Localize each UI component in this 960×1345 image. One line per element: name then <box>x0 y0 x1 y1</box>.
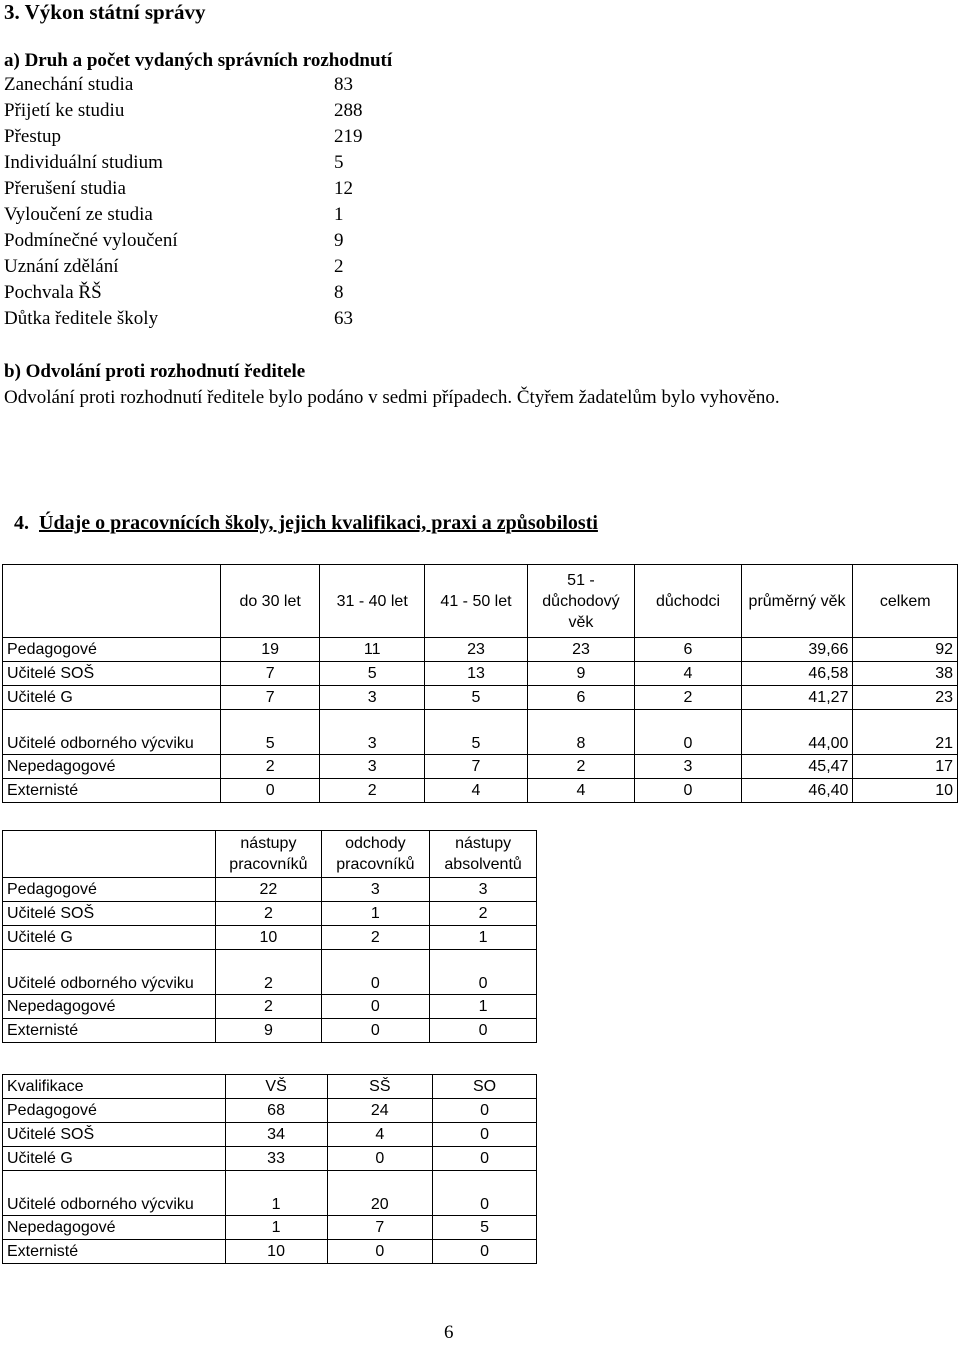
row-label: Učitelé odborného výcviku <box>3 710 221 755</box>
table-cell: 0 <box>433 1147 537 1171</box>
table-cell: 7 <box>221 662 320 686</box>
decision-label: Důtka ředitele školy <box>4 308 159 329</box>
column-header: důchodci <box>635 565 741 638</box>
column-header: 41 - 50 let <box>425 565 527 638</box>
staff-changes-table <box>2 830 537 1043</box>
decision-value: 2 <box>334 256 344 277</box>
table-cell: 0 <box>321 1019 430 1043</box>
table-cell: 2 <box>216 995 321 1019</box>
column-header: průměrný věk <box>741 565 853 638</box>
table-cell: 1 <box>321 902 430 926</box>
table-row <box>3 1099 537 1123</box>
table-cell: 21 <box>853 710 958 755</box>
row-label: Pedagogové <box>3 878 216 902</box>
table-cell: 0 <box>433 1099 537 1123</box>
table-cell: 4 <box>327 1123 433 1147</box>
decision-value: 9 <box>334 230 344 251</box>
table-row <box>3 902 537 926</box>
table-cell: 4 <box>425 779 527 803</box>
table-row <box>3 1147 537 1171</box>
decision-label: Přestup <box>4 126 61 147</box>
table-cell: 13 <box>425 662 527 686</box>
table-cell: 3 <box>635 755 741 779</box>
column-header: SŠ <box>327 1075 433 1099</box>
table-row <box>3 950 537 995</box>
table-cell: 68 <box>225 1099 327 1123</box>
row-label: Učitelé odborného výcviku <box>3 1171 226 1216</box>
row-label: Učitelé SOŠ <box>3 662 221 686</box>
table-row <box>3 878 537 902</box>
section-3-heading: 3. Výkon státní správy <box>4 0 206 24</box>
table-cell: 17 <box>853 755 958 779</box>
table-cell: 45,47 <box>741 755 853 779</box>
table-cell: 2 <box>221 755 320 779</box>
section-4-heading <box>14 512 598 535</box>
table-cell: 10 <box>225 1240 327 1264</box>
table-cell: 11 <box>319 638 425 662</box>
table-cell: 7 <box>327 1216 433 1240</box>
table-cell: 19 <box>221 638 320 662</box>
decision-row <box>4 308 404 334</box>
section-a-heading: a) Druh a počet vydaných správních rozhodnutí <box>4 50 393 71</box>
column-header: nástupy absolventů <box>430 831 537 878</box>
qualification-table <box>2 1074 537 1264</box>
table-cell: 33 <box>225 1147 327 1171</box>
table-cell: 6 <box>527 686 635 710</box>
table-cell: 20 <box>327 1171 433 1216</box>
table-row <box>3 755 958 779</box>
table-cell: 38 <box>853 662 958 686</box>
decision-label: Zanechání studia <box>4 74 134 95</box>
appeal-paragraph: Odvolání proti rozhodnutí ředitele bylo podáno v sedmi případech. Čtyřem žadatelům bylo vyhověno. <box>4 387 780 408</box>
row-label: Učitelé G <box>3 686 221 710</box>
table-cell: 0 <box>327 1240 433 1264</box>
table-cell: 5 <box>221 710 320 755</box>
row-label: Učitelé SOŠ <box>3 1123 226 1147</box>
table-cell: 2 <box>216 950 321 995</box>
decision-label: Individuální studium <box>4 152 163 173</box>
table-cell: 5 <box>425 710 527 755</box>
row-label: Nepedagogové <box>3 995 216 1019</box>
table-cell: 3 <box>430 878 537 902</box>
table-cell: 3 <box>321 878 430 902</box>
decision-row <box>4 178 404 204</box>
age-structure-table <box>2 564 958 803</box>
column-header: SO <box>433 1075 537 1099</box>
table-cell: 23 <box>425 638 527 662</box>
table-cell: 0 <box>430 950 537 995</box>
table-cell: 10 <box>853 779 958 803</box>
decision-row <box>4 152 404 178</box>
column-header: odchody pracovníků <box>321 831 430 878</box>
row-label: Učitelé G <box>3 1147 226 1171</box>
table-cell: 39,66 <box>741 638 853 662</box>
decision-row <box>4 230 404 256</box>
table-row <box>3 1216 537 1240</box>
decision-row <box>4 256 404 282</box>
section-4-title: Údaje o pracovnících školy, jejich kvalifikaci, praxi a způsobilosti <box>39 512 598 534</box>
table-cell: 4 <box>635 662 741 686</box>
decision-row <box>4 126 404 152</box>
row-label: Učitelé G <box>3 926 216 950</box>
table-cell: 2 <box>430 902 537 926</box>
table-row <box>3 926 537 950</box>
table-cell: 0 <box>433 1240 537 1264</box>
row-label: Učitelé SOŠ <box>3 902 216 926</box>
table-cell: 1 <box>430 995 537 1019</box>
column-header <box>3 831 216 878</box>
row-label: Učitelé odborného výcviku <box>3 950 216 995</box>
decision-label: Pochvala ŘŠ <box>4 282 102 303</box>
table-row <box>3 1123 537 1147</box>
table-cell: 0 <box>635 779 741 803</box>
table-cell: 0 <box>433 1123 537 1147</box>
table-cell: 23 <box>527 638 635 662</box>
decision-row <box>4 100 404 126</box>
table-cell: 9 <box>527 662 635 686</box>
row-label: Externisté <box>3 1019 216 1043</box>
decision-value: 83 <box>334 74 353 95</box>
row-label: Externisté <box>3 779 221 803</box>
row-label: Nepedagogové <box>3 1216 226 1240</box>
table-row <box>3 686 958 710</box>
table-cell: 46,40 <box>741 779 853 803</box>
table-cell: 1 <box>225 1216 327 1240</box>
table-cell: 23 <box>853 686 958 710</box>
table-cell: 22 <box>216 878 321 902</box>
table-row <box>3 1019 537 1043</box>
decision-value: 63 <box>334 308 353 329</box>
table-cell: 5 <box>425 686 527 710</box>
decision-label: Uznání zdělání <box>4 256 119 277</box>
table-cell: 0 <box>221 779 320 803</box>
header-row <box>3 1075 537 1099</box>
table-cell: 7 <box>221 686 320 710</box>
table-cell: 3 <box>319 755 425 779</box>
section-b-heading: b) Odvolání proti rozhodnutí ředitele <box>4 361 306 382</box>
table-cell: 44,00 <box>741 710 853 755</box>
row-label: Pedagogové <box>3 638 221 662</box>
column-header: nástupy pracovníků <box>216 831 321 878</box>
section-4-number: 4. <box>14 512 29 534</box>
table-row <box>3 1171 537 1216</box>
column-header: do 30 let <box>221 565 320 638</box>
decision-value: 8 <box>334 282 344 303</box>
table-row <box>3 710 958 755</box>
decision-value: 219 <box>334 126 363 147</box>
decision-row <box>4 204 404 230</box>
table-cell: 0 <box>635 710 741 755</box>
decision-row <box>4 282 404 308</box>
table-cell: 24 <box>327 1099 433 1123</box>
table-cell: 2 <box>527 755 635 779</box>
decision-label: Podmínečné vyloučení <box>4 230 178 251</box>
column-header: 31 - 40 let <box>319 565 425 638</box>
row-label: Pedagogové <box>3 1099 226 1123</box>
column-header: Kvalifikace <box>3 1075 226 1099</box>
table-cell: 0 <box>430 1019 537 1043</box>
table-cell: 2 <box>321 926 430 950</box>
table-cell: 0 <box>433 1171 537 1216</box>
decision-label: Přijetí ke studiu <box>4 100 125 121</box>
row-label: Nepedagogové <box>3 755 221 779</box>
column-header <box>3 565 221 638</box>
table-cell: 41,27 <box>741 686 853 710</box>
table-cell: 0 <box>327 1147 433 1171</box>
table-row <box>3 638 958 662</box>
table-cell: 46,58 <box>741 662 853 686</box>
table-cell: 5 <box>433 1216 537 1240</box>
decision-label: Přerušení studia <box>4 178 126 199</box>
table-cell: 92 <box>853 638 958 662</box>
table-cell: 1 <box>225 1171 327 1216</box>
table-cell: 10 <box>216 926 321 950</box>
table-cell: 0 <box>321 950 430 995</box>
decision-value: 288 <box>334 100 363 121</box>
decision-value: 5 <box>334 152 344 173</box>
header-row <box>3 831 537 878</box>
table-cell: 2 <box>635 686 741 710</box>
table-cell: 3 <box>319 686 425 710</box>
table-row <box>3 662 958 686</box>
table-cell: 7 <box>425 755 527 779</box>
table-cell: 9 <box>216 1019 321 1043</box>
table-cell: 0 <box>321 995 430 1019</box>
column-header: 51 - důchodový věk <box>527 565 635 638</box>
page-number: 6 <box>444 1322 454 1343</box>
column-header: VŠ <box>225 1075 327 1099</box>
decision-value: 12 <box>334 178 353 199</box>
decision-label: Vyloučení ze studia <box>4 204 153 225</box>
decision-row <box>4 74 404 100</box>
row-label: Externisté <box>3 1240 226 1264</box>
table-cell: 34 <box>225 1123 327 1147</box>
table-cell: 4 <box>527 779 635 803</box>
table-cell: 5 <box>319 662 425 686</box>
table-cell: 6 <box>635 638 741 662</box>
table-cell: 3 <box>319 710 425 755</box>
table-row <box>3 779 958 803</box>
column-header: celkem <box>853 565 958 638</box>
table-row <box>3 995 537 1019</box>
table-cell: 2 <box>319 779 425 803</box>
table-row <box>3 1240 537 1264</box>
table-cell: 1 <box>430 926 537 950</box>
table-cell: 2 <box>216 902 321 926</box>
header-row <box>3 565 958 638</box>
table-cell: 8 <box>527 710 635 755</box>
decision-value: 1 <box>334 204 344 225</box>
